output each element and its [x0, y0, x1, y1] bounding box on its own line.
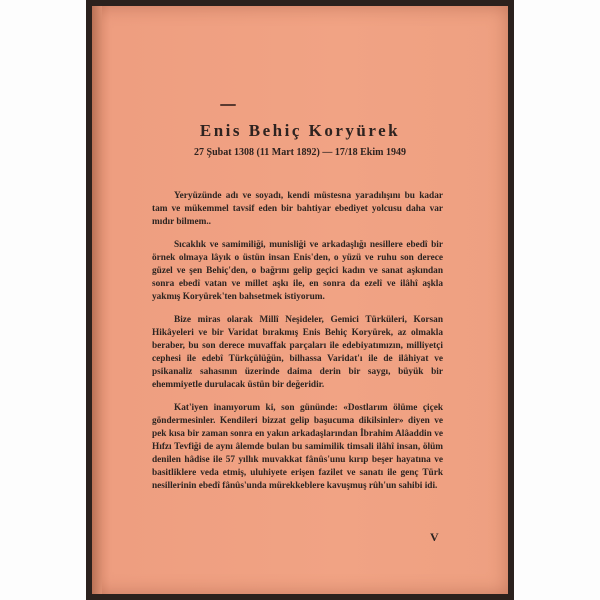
paragraph-2: Sıcaklık ve samimiliği, munisliği ve arkadaşlığı nesillere ebedî bir örnek olmaya lâyık o üstün insan Enis'den, o yüzü ve ruhu son derece güzel ve şen Behiç'den, o bağrını gelip geçici kadın ve sanat aşkından sonra ebedî vatan ve millet aşkı ile, en sonra da ezelî ve ilâhî aşkla yakmış Koryürek'ten bahsetmek istiyorum.: [152, 240, 443, 302]
paragraph-3: Bize miras olarak Millî Neşideler, Gemici Türküleri, Korsan Hikâyeleri ve bir Varidat bırakmış Enis Behiç Koryürek, az olmakla beraber, bu son derece muvaffak parçaları ile edebiyatımızın, milliyetçi cephesi ile edebî Türkçülüğün, bilhassa Varidat'ı ile de ilâhiyat ve psikanaliz sahasının üzerinde daima derin bir saygı, büyük bir ehemmiyetle durulacak üstün bir değeridir.: [152, 315, 443, 390]
book-page: [92, 6, 508, 594]
page-gutter-edge: [92, 6, 102, 594]
page-dates: 27 Şubat 1308 (11 Mart 1892) — 17/18 Ekim 1949: [194, 147, 406, 158]
page-title: Enis Behiç Koryürek: [199, 121, 401, 140]
ink-mark: [220, 104, 236, 106]
paragraph-4: Kat'iyen inanıyorum ki, son gününde: «Dostlarım ölüme çiçek göndermesinler. Kendileri bizzat gelip başucuma dikilsinler» diyen ve pek kısa bir zaman sonra en yakın arkadaşlarından İbrahim Alâaddin ve Hıfzı Tevfiği de aynı âlemde bulan bu samimilik timsali ilâhî insan, ölüm denilen hâdise ile 57 yıllık muvakkat fânûs'unu kırıp beşer hayatına ve basitliklere veda etmiş, uluhiyete erişen fazilet ve sanatı ile genç Türk nesillerinin ebedî fânûs'unda mürekkeblere kavuşmuş rûh'un sahibi idi.: [152, 403, 443, 491]
paragraph-1: Yeryüzünde adı ve soyadı, kendi müstesna yaradılışını bu kadar tam ve mükemmel tavsif eden bir bahtiyar ebediyet yolcusu daha var mıdır bilmem..: [152, 191, 443, 227]
body-text: [152, 190, 443, 503]
signature-mark: V: [430, 530, 439, 544]
